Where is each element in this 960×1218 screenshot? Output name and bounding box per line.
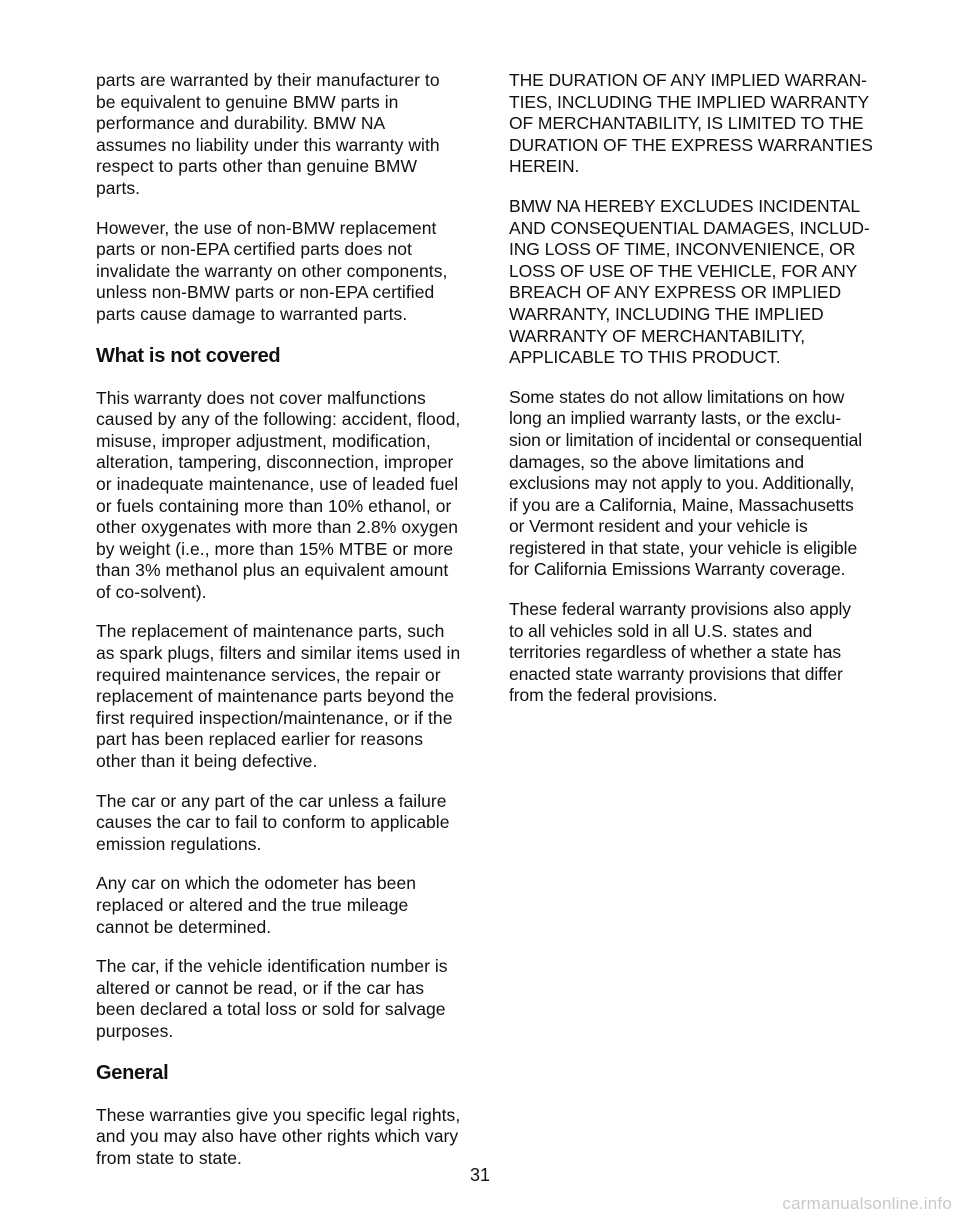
implied-warranty-duration-paragraph: THE DURATION OF ANY IMPLIED WARRAN- TIES, INCLUDING THE IMPLIED WARRANTY OF MERCHANTABILITY, IS LIMITED TO THE DURATION OF THE EXPRESS WARRANTIES HEREIN. <box>509 70 873 177</box>
federal-provisions-paragraph: These federal warranty provisions also apply to all vehicles sold in all U.S. states and territories regardless of whether a state has enacted state warranty provisions that differ from the federal provisions. <box>509 599 851 706</box>
left-column <box>96 70 478 1187</box>
page-number: 31 <box>469 1165 491 1185</box>
watermark: carmanualsonline.info <box>782 1194 952 1213</box>
not-covered-paragraph-1: This warranty does not cover malfunctions caused by any of the following: accident, flood, misuse, improper adjustment, modification, alteration, tampering, disconnection, improper or inadequate maintenance, use of leaded fuel or fuels containing more than 10% ethanol, or other oxygenates with more than 2.8% oxygen by weight (i.e., more than 15% MTBE or more than 3% methanol plus an equivalent amount of co-solvent). <box>96 387 461 602</box>
not-covered-paragraph-4: Any car on which the odometer has been replaced or altered and the true mileage cannot be determined. <box>96 873 417 937</box>
not-covered-paragraph-5: The car, if the vehicle identification number is altered or cannot be read, or if the car has been declared a total loss or sold for salvage purposes. <box>96 956 448 1041</box>
not-covered-paragraph-3: The car or any part of the car unless a failure causes the car to fail to conform to applicable emission regulations. <box>96 790 450 854</box>
damages-exclusion-paragraph: BMW NA HEREBY EXCLUDES INCIDENTAL AND CONSEQUENTIAL DAMAGES, INCLUD- ING LOSS OF TIME, INCONVENIENCE, OR LOSS OF USE OF THE VEHICLE, FOR ANY BREACH OF ANY EXPRESS OR IMPLIED WARRANTY, INCLUDING THE IMPLIED WARRANTY OF MERCHANTABILITY, APPLICABLE TO THIS PRODUCT. <box>509 195 870 368</box>
heading-general: General <box>96 1061 169 1084</box>
state-limitations-paragraph: Some states do not allow limitations on how long an implied warranty lasts, or the exclu- sion or limitation of incidental or consequential damages, so the above limitations and exclusions may not apply to you. Additionally, if you are a California, Maine, Massachusetts or Vermont resident and your vehicle is registered in that state, your vehicle is eligible for California Emissions Warranty coverage. <box>509 386 863 580</box>
not-covered-paragraph-2: The replacement of maintenance parts, such as spark plugs, filters and similar items used in required maintenance services, the repair or replacement of maintenance parts beyond the first required inspection/maintenance, or if the part has been replaced earlier for reasons other than it being defective. <box>96 621 461 772</box>
intro-paragraph-1: parts are warranted by their manufacturer to be equivalent to genuine BMW parts in performance and durability. BMW NA assumes no liability under this warranty with respect to parts other than genuine BMW parts. <box>96 70 440 198</box>
intro-paragraph-2: However, the use of non-BMW replacement parts or non-EPA certified parts does not invalidate the warranty on other components, unless non-BMW parts or non-EPA certified parts cause damage to warranted parts. <box>96 217 448 324</box>
general-paragraph-1: These warranties give you specific legal rights, and you may also have other rights which vary from state to state. <box>96 1104 461 1168</box>
heading-what-is-not-covered: What is not covered <box>96 344 281 367</box>
right-column <box>509 70 889 725</box>
